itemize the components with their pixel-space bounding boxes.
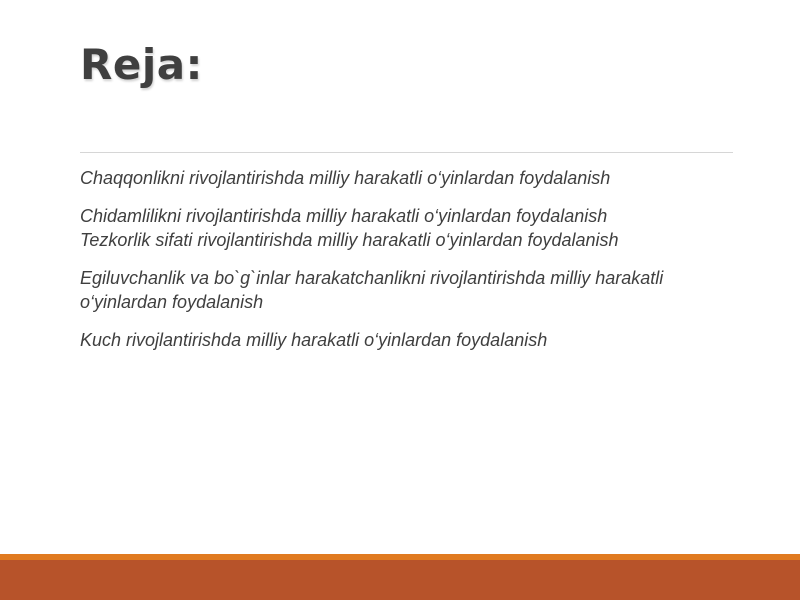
plan-item-2-text: Chidamlilikni rivojlantirishda milliy harakatli o‘yinlardan foydalanish	[80, 206, 608, 226]
plan-item-1-text: Chaqqonlikni rivojlantirishda milliy harakatli o‘yinlardan foydalanish	[80, 168, 611, 188]
slide-title: Reja:	[80, 40, 203, 89]
slide-body	[80, 166, 720, 366]
plan-item-2	[80, 204, 720, 252]
plan-item-5	[80, 328, 720, 352]
plan-item-4	[80, 266, 720, 314]
plan-item-3-text: Tezkorlik sifati rivojlantirishda milliy harakatli o‘yinlardan foydalanish	[80, 230, 619, 250]
plan-item-4-text: Egiluvchanlik va bo`g`inlar harakatchanlikni rivojlantirishda milliy harakatli o‘yinlardan foydalanish	[80, 268, 664, 312]
footer-bar	[0, 560, 800, 600]
plan-item-5-text: Kuch rivojlantirishda milliy harakatli o‘yinlardan foydalanish	[80, 330, 548, 350]
title-divider	[80, 152, 733, 153]
plan-item-1	[80, 166, 720, 190]
